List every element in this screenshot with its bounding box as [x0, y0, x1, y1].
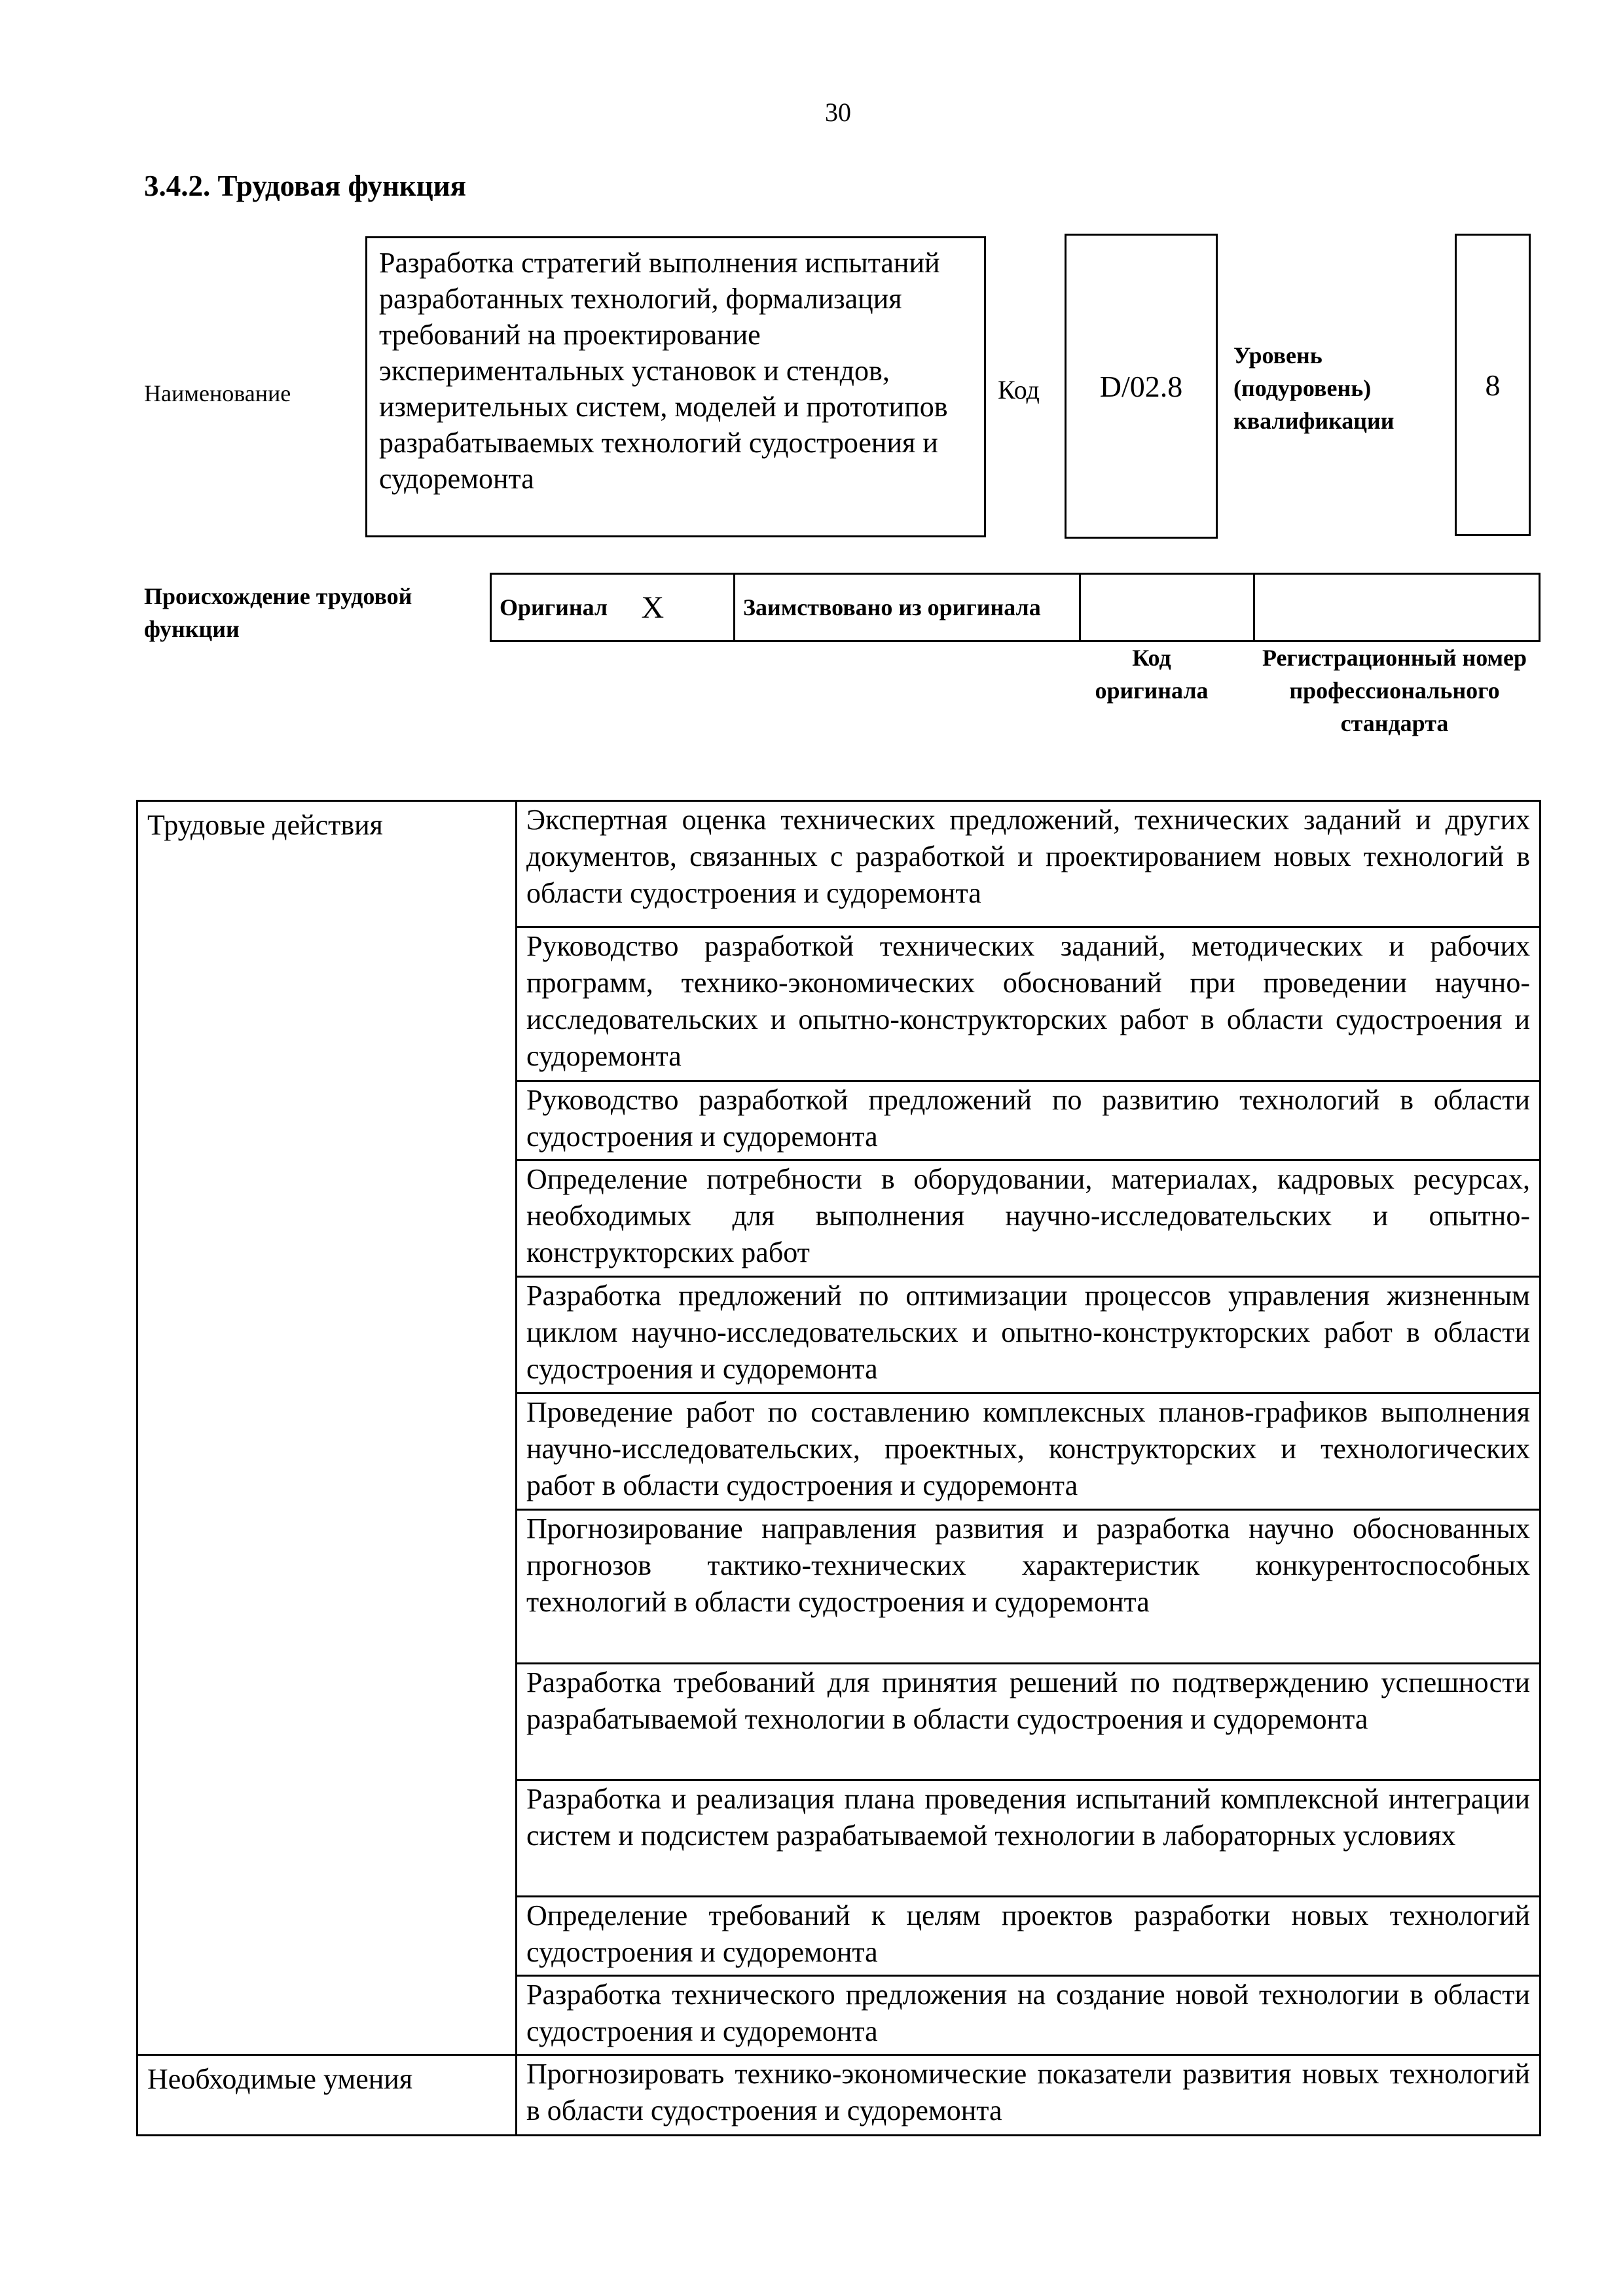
original-mark: X: [622, 574, 735, 641]
page-number: 30: [825, 98, 851, 127]
labor-action-row: [137, 801, 1541, 927]
labor-action-item: Разработка технического предложения на создание новой технологии в области судостроения и судоремонта: [517, 1976, 1541, 2055]
labor-action-item: Проведение работ по составлению комплексных планов-графиков выполнения научно-исследовательских, проектных, конструкторских и технологических работ в области судостроения и судоремонта: [517, 1393, 1541, 1510]
naming-label: Наименование: [144, 380, 291, 406]
level-value: 8: [1485, 368, 1501, 402]
registration-number-caption: Регистрационный номер профессионального стандарта: [1262, 645, 1527, 736]
skill-label: Необходимые умения: [137, 2055, 517, 2136]
labor-action-item: Определение потребности в оборудовании, материалах, кадровых ресурсах, необходимых для выполнения научно-исследовательских и опытно-конструкторских работ: [517, 1160, 1541, 1277]
labor-action-item: Определение требований к целям проектов разработки новых технологий судостроения и судоремонта: [517, 1897, 1541, 1976]
origin-row: [491, 574, 1540, 641]
origin-table: [490, 573, 1541, 642]
skill-row: [137, 2055, 1541, 2136]
original-code-cell: [1080, 574, 1254, 641]
level-value-box: [1455, 234, 1531, 536]
labor-action-item: Разработка требований для принятия решений по подтверждению успешности разрабатываемой технологии в области судостроения и судоремонта: [517, 1664, 1541, 1780]
labor-table: [136, 800, 1541, 2136]
code-value: D/02.8: [1099, 369, 1183, 403]
labor-action-label: Трудовые действия: [137, 801, 517, 2055]
labor-action-item: Разработка предложений по оптимизации процессов управления жизненным циклом научно-исследовательских и опытно-конструкторских работ в области судостроения и судоремонта: [517, 1277, 1541, 1393]
borrowed-label: Заимствовано из оригинала: [735, 574, 1080, 641]
level-label: Уровень (подуровень) квалификации: [1233, 342, 1395, 434]
origin-label: Происхождение трудовой функции: [144, 583, 412, 642]
function-name-box: Разработка стратегий выполнения испытаний разработанных технологий, формализация требований на проектирование экспериментальных установок и стендов, измерительных систем, моделей и прототипов разрабатываемых технологий судостроения и судоремонта: [365, 236, 986, 537]
labor-action-item: Руководство разработкой предложений по развитию технологий в области судостроения и судоремонта: [517, 1081, 1541, 1160]
labor-action-item: Руководство разработкой технических заданий, методических и рабочих программ, технико-экономических обоснований при проведении научно-исследовательских и опытно-конструкторских работ в области судостроения и судоремонта: [517, 927, 1541, 1081]
section-title: 3.4.2. Трудовая функция: [144, 170, 467, 202]
skill-item: Прогнозировать технико-экономические показатели развития новых технологий в области судостроения и судоремонта: [517, 2055, 1541, 2136]
labor-action-item: Прогнозирование направления развития и разработка научно обоснованных прогнозов тактико-технических характеристик конкурентоспособных технологий в области судостроения и судоремонта: [517, 1510, 1541, 1664]
registration-number-cell: [1254, 574, 1540, 641]
labor-action-item: Экспертная оценка технических предложений, технических заданий и других документов, связанных с разработкой и проектированием новых технологий в области судостроения и судоремонта: [517, 801, 1541, 927]
code-label: Код: [998, 375, 1040, 404]
original-code-caption: Код оригинала: [1095, 645, 1209, 704]
code-value-box: [1065, 234, 1218, 539]
labor-action-item: Разработка и реализация плана проведения испытаний комплексной интеграции систем и подсистем разрабатываемой технологии в лабораторных условиях: [517, 1780, 1541, 1897]
original-label: Оригинал: [491, 574, 622, 641]
